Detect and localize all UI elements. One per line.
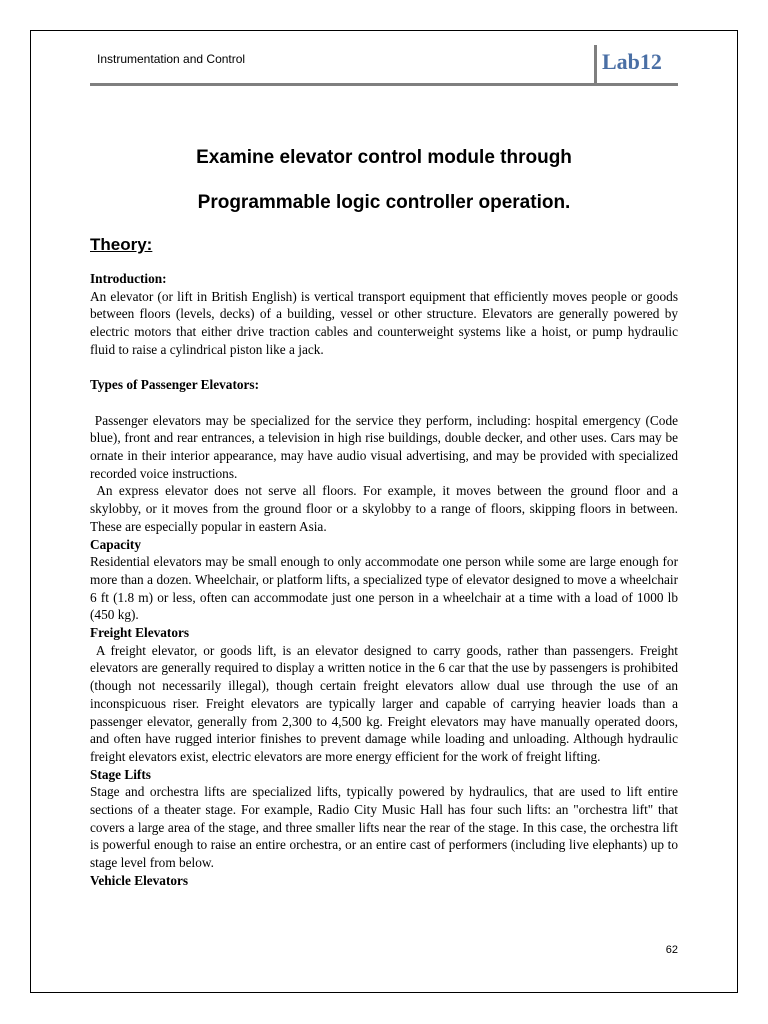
vehicle-elevators-heading: Vehicle Elevators xyxy=(90,872,189,888)
stage-lifts-paragraph: Stage and orchestra lifts are specialized lifts, typically powered by hydraulics, that are used to lift entire sections of a theater stage. For example, Radio City Music Hall has four such lifts: an "orchestra lift" that covers a large area of the stage, and three smaller lifts near the rear of the stage. In this case, the orchestra lift is powerful enough to raise an entire orchestra, or an entire cast of performers (including live elephants) up to stage level from below. xyxy=(90,784,678,871)
freight-paragraph: A freight elevator, or goods lift, is an elevator designed to carry goods, rather than passengers. Freight elevators are generally required to display a written notice in the 6 car that the use by passengers is prohibited (though not necessarily illegal), though certain freight elevators allow dual use through the use of an inconspicuous riser. Freight elevators are typically larger and capable of carrying heavier loads than a passenger elevator, generally from 2,300 to 4,500 kg. Freight elevators may have manually operated doors, and often have rugged interior finishes to prevent damage while loading and unloading. Although hydraulic freight elevators exist, electric elevators are more energy efficient for the work of freight lifting. xyxy=(90,642,678,764)
page-number: 62 xyxy=(665,944,678,956)
theory-heading: Theory: xyxy=(90,235,153,254)
capacity-paragraph: Residential elevators may be small enough to only accommodate one person while some are large enough for more than a dozen. Wheelchair, or platform lifts, a specialized type of elevator designed to move a wheelchair 6 ft (1.8 m) or less, often can accommodate just one person in a wheelchair at a time with a load of 1000 lb (450 kg). xyxy=(90,554,678,623)
header-rule xyxy=(90,83,678,86)
document-body xyxy=(90,270,678,890)
passenger-types-paragraph-2: An express elevator does not serve all floors. For example, it moves between the ground floor and a skylobby, or it moves from the ground floor or a skylobby to a range of floors, skipping floors in between. These are especially popular in eastern Asia. xyxy=(90,483,678,534)
freight-heading: Freight Elevators xyxy=(90,625,190,641)
document-title-line-2: Programmable logic controller operation. xyxy=(197,192,571,213)
page-header xyxy=(90,45,678,85)
introduction-paragraph: An elevator (or lift in British English) is vertical transport equipment that efficiently moves people or goods between floors (levels, decks) of a building, vessel or other structure. Elevators are generally powered by electric motors that either drive traction cables and counterweight systems like a hoist, or pump hydraulic fluid to raise a cylindrical piston like a jack. xyxy=(90,288,678,357)
document-title-line-1: Examine elevator control module through xyxy=(196,147,572,168)
header-course-title: Instrumentation and Control xyxy=(97,52,246,66)
capacity-heading: Capacity xyxy=(90,536,141,552)
passenger-types-heading: Types of Passenger Elevators: xyxy=(90,377,260,393)
passenger-types-paragraph-1: Passenger elevators may be specialized for the service they perform, including: hospital emergency (Code blue), front and rear entrances, a television in high rise buildings, double decker, and other uses. Cars may be ornate in their interior appearance, may have audio visual advertising, and may be provided with specialized recorded voice instructions. xyxy=(90,412,678,481)
introduction-heading: Introduction: xyxy=(90,271,167,286)
header-divider xyxy=(594,45,597,83)
header-lab-label: Lab12 xyxy=(602,49,662,74)
stage-lifts-heading: Stage Lifts xyxy=(90,766,151,782)
